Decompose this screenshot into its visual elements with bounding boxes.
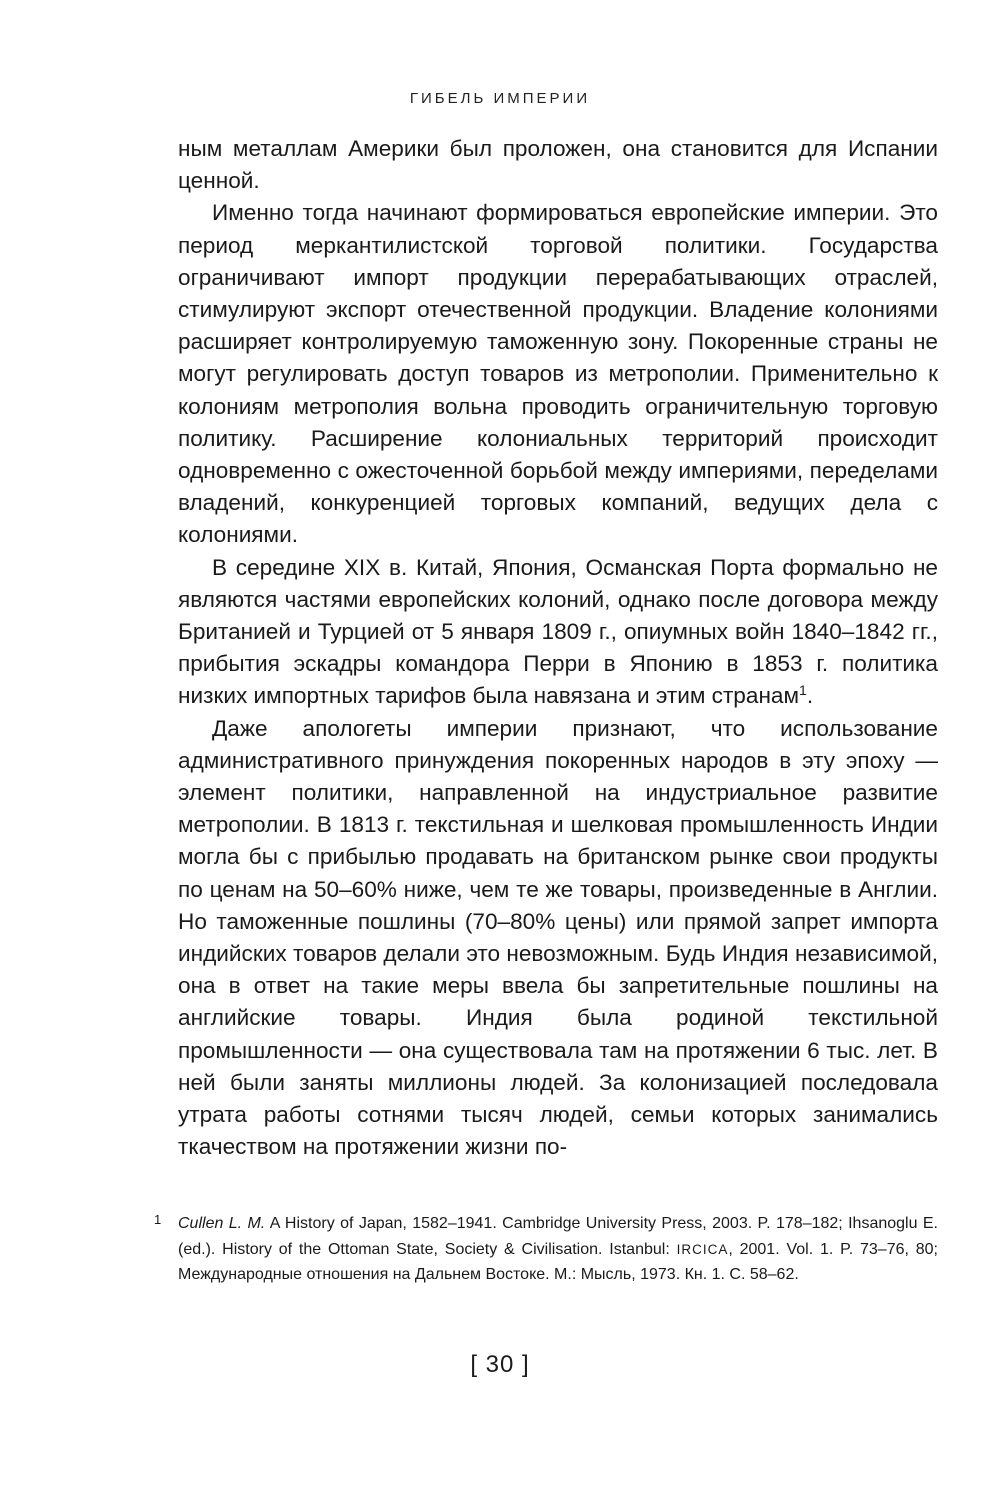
footnote-1 [154,1211,938,1288]
footnote-author: Cullen L. M. [178,1215,266,1232]
paragraph-1: ным металлам Америки был проложен, она становится для Испании ценной. [178,136,938,194]
paragraph-3 [178,552,938,713]
paragraph-3-end: . [806,683,814,709]
paragraph-4: Даже апологеты империи признают, что использование административного принуждения покоренных народов в эту эпоху — элемент политики, направленной на индустриальное развитие метрополии. В 1813 г. текстильная и шелковая промышленность Индии могла бы с прибылью продавать на британском рынке свои продукты по ценам на 50–60% ниже, чем те же товары, произведенные в Англии. Но таможенные пошлины (70–80% цены) или прямой запрет импорта индийских товаров делали это невозможным. Будь Индия независимой, она в ответ на такие меры ввела бы запретительные пошлины на английские товары. Индия была родиной текстильной промышленности — она существовала там на протяжении 6 тыс. лет. В ней были заняты миллионы людей. За колонизацией последовала утрата работы сотнями тысяч людей, семьи которых занимались ткачеством на протяжении жизни по- [178,715,938,1160]
footnote-text-part-2: , 2001. Vol. 1. P. 73–76, 80; Международные отношения на Дальнем Востоке. М.: Мысль, 1973. Кн. 1. С. 58–62. [178,1240,938,1283]
footnotes [154,1211,938,1288]
footnote-reference[interactable]: 1 [799,682,807,699]
running-head: ГИБЕЛЬ ИМПЕРИИ [409,90,591,107]
paragraph-3-text: В середине XIX в. Китай, Япония, Османская Порта формально не являются частями европейских колоний, однако после договора между Британией и Турцией от 5 января 1809 г., опиумных войн 1840–1842 гг., прибытия эскадры командора Перри в Японию в 1853 г. политика низких импортных тарифов была навязана и этим странам [178,554,938,709]
page-number: [ 30 ] [470,1351,530,1378]
footnote-number: 1 [154,1212,162,1227]
paragraph-2: Именно тогда начинают формироваться европейские империи. Это период меркантилистской торговой политики. Государства ограничивают импорт продукции перерабатывающих отраслей, стимулируют экспорт отечественной продукции. Владение колониями расширяет контролируемую таможенную зону. Покоренные страны не могут регулировать доступ товаров из метрополии. Применительно к колониям метрополия вольна проводить ограничительную торговую политику. Расширение колониальных территорий происходит одновременно с ожесточенной борьбой между империями, переделами владений, конкуренцией торговых компаний, ведущих дела с колониями. [178,200,938,548]
footnote-text-part-1: A History of Japan, 1582–1941. Cambridge University Press, 2003. P. 178–182; Ihsanoglu E. (ed.). History of the Ottoman State, Society & Civilisation. Istanbul: [178,1215,938,1258]
main-text [178,133,938,1164]
footnote-publisher: IRCICA [676,1241,729,1257]
